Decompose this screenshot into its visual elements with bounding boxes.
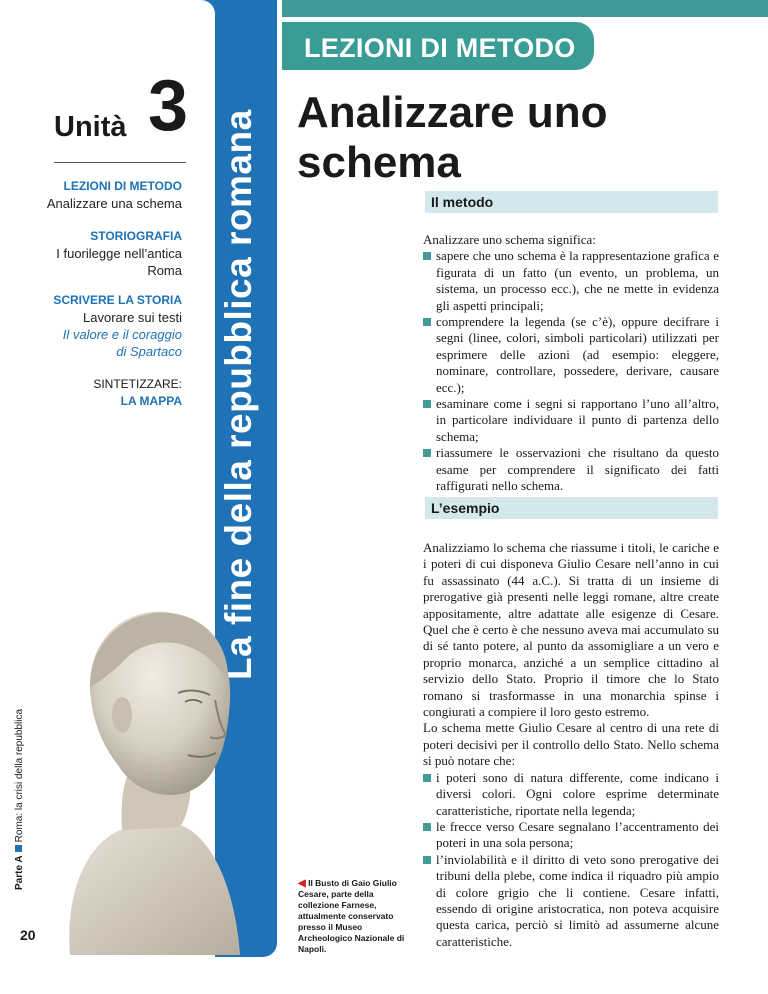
toc-italic-line: Il valore e il coraggio	[62, 327, 182, 342]
list-item-text: sapere che uno schema è la rappresentazione grafica e figurata di un fatto (un evento, un problema, un sistema, un processo ecc.), che ne mette in evidenza gli aspetti principali;	[436, 248, 719, 313]
toc-italic-line: di Spartaco	[116, 344, 182, 359]
bullet-icon	[423, 856, 431, 864]
esempio-paragraph: Lo schema mette Giulio Cesare al centro di una rete di poteri decisivi per il controllo dello Stato. Nello schema si può notare che:	[423, 720, 719, 769]
toc-line: Analizzare una schema	[46, 196, 182, 211]
list-item-text: esaminare come i segni si rapportano l’uno all’altro, in particolare individuare il punto di partenza dello schema;	[436, 396, 719, 444]
part-label	[14, 709, 25, 890]
esempio-heading: L’esempio	[425, 497, 718, 519]
toc-line: I fuorilegge nell’antica	[56, 246, 182, 261]
page-title: Analizzare uno schema	[297, 88, 608, 187]
list-item	[423, 396, 719, 445]
list-item	[423, 819, 719, 852]
bullet-icon	[423, 318, 431, 326]
list-item-text: comprendere la legenda (se c’è), oppure decifrare i segni (linee, colori, simboli particolari) utilizzati per esprimere delle azioni (ad esempio: eleggere, nominare, controllare, possedere, derivare, causare ecc.);	[436, 314, 719, 395]
unit-divider	[54, 162, 186, 163]
section-tab-label: LEZIONI DI METODO	[304, 33, 576, 63]
list-item	[423, 770, 719, 819]
part-number: Parte A	[14, 855, 25, 890]
esempio-body	[423, 540, 719, 950]
toc-item-storiografia[interactable]	[0, 228, 182, 279]
list-item-text: l’inviolabilità e il diritto di veto sono prerogative dei tribuni della plebe, come indica il riquadro più ampio di colore grigio che li contiene. Cesare infatti, essendo di origine aristocratica, non poteva acquisire questa carica, perciò si limitò ad assumerne alcune caratteristiche.	[436, 851, 719, 949]
metodo-body	[423, 232, 719, 495]
part-title: Roma: la crisi della repubblica	[14, 708, 25, 843]
toc-heading: SCRIVERE LA STORIA	[53, 293, 182, 307]
bullet-icon	[423, 400, 431, 408]
toc-line: Lavorare sui testi	[83, 310, 182, 325]
triangle-left-icon: ◀	[298, 878, 306, 889]
image-caption	[298, 878, 410, 955]
unit-label: Unità	[54, 111, 127, 143]
metodo-intro: Analizzare uno schema significa:	[423, 232, 596, 247]
toc-line: Roma	[147, 263, 182, 278]
list-item	[423, 314, 719, 396]
unit-number: 3	[148, 66, 189, 146]
square-icon	[15, 845, 22, 852]
list-item-text: riassumere le osservazioni che risultano da questo esame per comprendere il significato dei fatti raffigurati nello schema.	[436, 445, 719, 494]
list-item-text: le frecce verso Cesare segnalano l’accentramento dei poteri in una sola persona;	[436, 818, 719, 851]
bullet-icon	[423, 252, 431, 260]
chapter-title: La fine della repubblica romana	[218, 109, 259, 680]
list-item	[423, 852, 719, 950]
bullet-icon	[423, 774, 431, 782]
bullet-icon	[423, 823, 431, 831]
metodo-heading: Il metodo	[425, 191, 718, 213]
top-band	[282, 0, 768, 17]
toc-heading-bold: LA MAPPA	[120, 394, 182, 408]
toc-heading: SINTETIZZARE:	[93, 377, 182, 391]
bullet-icon	[423, 449, 431, 457]
list-item	[423, 248, 719, 314]
caption-text: Il Busto di Gaio Giulio Cesare, parte della collezione Farnese, attualmente conservato presso il Museo Archeologico Nazionale di Napoli.	[298, 878, 405, 954]
list-item-text: i poteri sono di natura differente, come indicano i diversi colori. Ogni colore esprime determinate caratteristiche, riportate nella legenda;	[436, 769, 719, 818]
toc-item-scrivere[interactable]	[0, 292, 182, 360]
page-number: 20	[20, 927, 36, 943]
toc-item-metodo[interactable]	[0, 178, 182, 212]
toc-item-sintetizzare[interactable]	[0, 376, 182, 410]
toc-heading: LEZIONI DI METODO	[63, 179, 182, 193]
bust-image	[60, 595, 245, 955]
list-item	[423, 445, 719, 494]
esempio-paragraph: Analizziamo lo schema che riassume i titoli, le cariche e i poteri di cui disponeva Giulio Cesare nell’anno in cui fu assassinato (44 a.C.). Si tratta di un insieme di prerogative già presenti nelle leggi romane, altre create appositamente, altre adattate alle esigenze di Cesare. Quel che è certo è che nessuno aveva mai accumulato su di sé tanto potere, al punto da assomigliare a un vero e proprio monarca, anziché a un semplice cittadino al servizio dello Stato. Proprio il timore che lo Stato romano si trasformasse in una monarchia spinse i congiurati a compiere il loro gesto estremo.	[423, 540, 719, 720]
toc-heading: STORIOGRAFIA	[90, 229, 182, 243]
